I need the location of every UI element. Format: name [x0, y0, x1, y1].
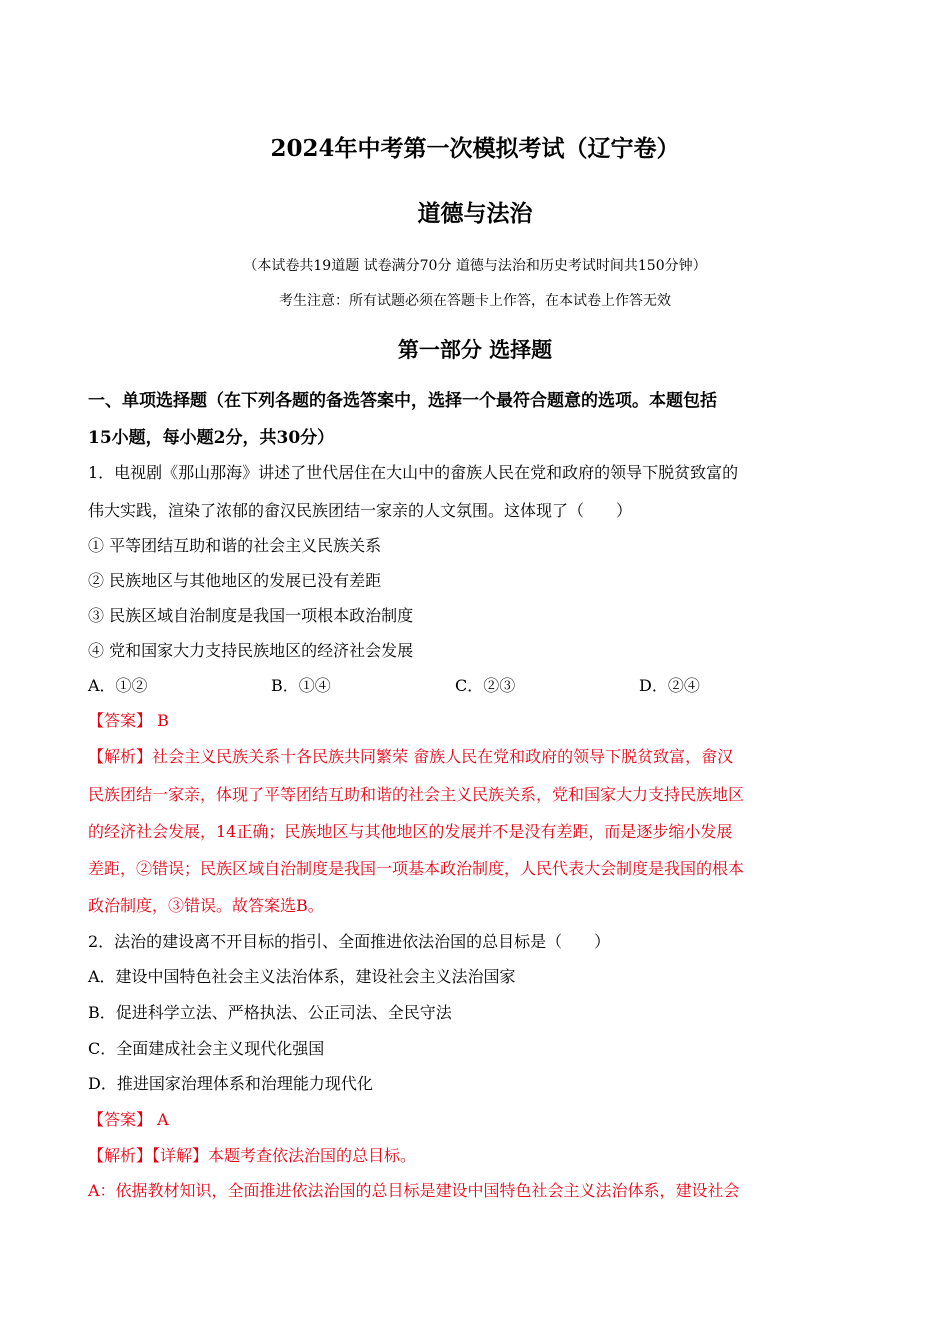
q1-analysis-line: 差距，②错误；民族区域自治制度是我国一项基本政治制度，人民代表大会制度是我国的根本 [88, 859, 745, 878]
exam-title: 2024年中考第一次模拟考试（辽宁卷） [270, 135, 680, 162]
subject-title: 道德与法治 [417, 200, 533, 227]
q1-statement: ① 平等团结互助和谐的社会主义民族关系 [88, 536, 382, 555]
q1-stem-line1: 1．电视剧《那山那海》讲述了世代居住在大山中的畲族人民在党和政府的领导下脱贫致富的 [88, 463, 739, 482]
q1-option-a: A．①② [88, 676, 148, 695]
q2-option-a: A．建设中国特色社会主义法治体系，建设社会主义法治国家 [88, 967, 516, 986]
q1-option-b: B．①④ [271, 676, 331, 695]
q1-statement: ④ 党和国家大力支持民族地区的经济社会发展 [88, 641, 414, 660]
q1-stem-line2: 伟大实践，渲染了浓郁的畲汉民族团结一家亲的人文氛围。这体现了（ ） [88, 501, 633, 520]
exam-notice: 考生注意：所有试题必须在答题卡上作答，在本试卷上作答无效 [279, 293, 671, 309]
q2-stem: 2．法治的建设离不开目标的指引、全面推进依法治国的总目标是（ ） [88, 932, 611, 951]
q2-option-c: C．全面建成社会主义现代化强国 [88, 1039, 325, 1058]
q1-analysis-line: 政治制度，③错误。故答案选B。 [88, 896, 324, 915]
q1-analysis-line: 的经济社会发展，14正确；民族地区与其他地区的发展并不是没有差距，而是逐步缩小发展 [88, 822, 733, 841]
section-heading-line2: 15小题，每小题2分，共30分） [88, 428, 335, 448]
part-heading: 第一部分 选择题 [397, 337, 553, 362]
q1-statement: ③ 民族区域自治制度是我国一项根本政治制度 [88, 606, 414, 625]
q1-option-d: D．②④ [639, 676, 700, 695]
q1-analysis-line: 民族团结一家亲，体现了平等团结互助和谐的社会主义民族关系，党和国家大力支持民族地区 [88, 785, 745, 804]
q2-option-b: B．促进科学立法、严格执法、公正司法、全民守法 [88, 1003, 452, 1022]
q1-option-c: C．②③ [455, 676, 516, 695]
q2-answer: 【答案】 A [88, 1110, 169, 1129]
q2-option-d: D．推进国家治理体系和治理能力现代化 [88, 1074, 373, 1093]
section-heading-line1: 一、单项选择题（在下列各题的备选答案中，选择一个最符合题意的选项。本题包括 [88, 391, 717, 411]
q1-statement: ② 民族地区与其他地区的发展已没有差距 [88, 571, 382, 590]
q1-answer: 【答案】 B [88, 711, 169, 730]
exam-info: （本试卷共19道题 试卷满分70分 道德与法治和历史考试时间共150分钟） [243, 258, 707, 274]
q2-analysis-line: 【解析】【详解】本题考查依法治国的总目标。 [88, 1146, 417, 1165]
q2-analysis-line: A：依据教材知识，全面推进依法治国的总目标是建设中国特色社会主义法治体系，建设社会 [88, 1181, 740, 1200]
q1-analysis-line: 【解析】社会主义民族关系十各民族共同繁荣 畲族人民在党和政府的领导下脱贫致富，畲汉 [88, 747, 734, 766]
